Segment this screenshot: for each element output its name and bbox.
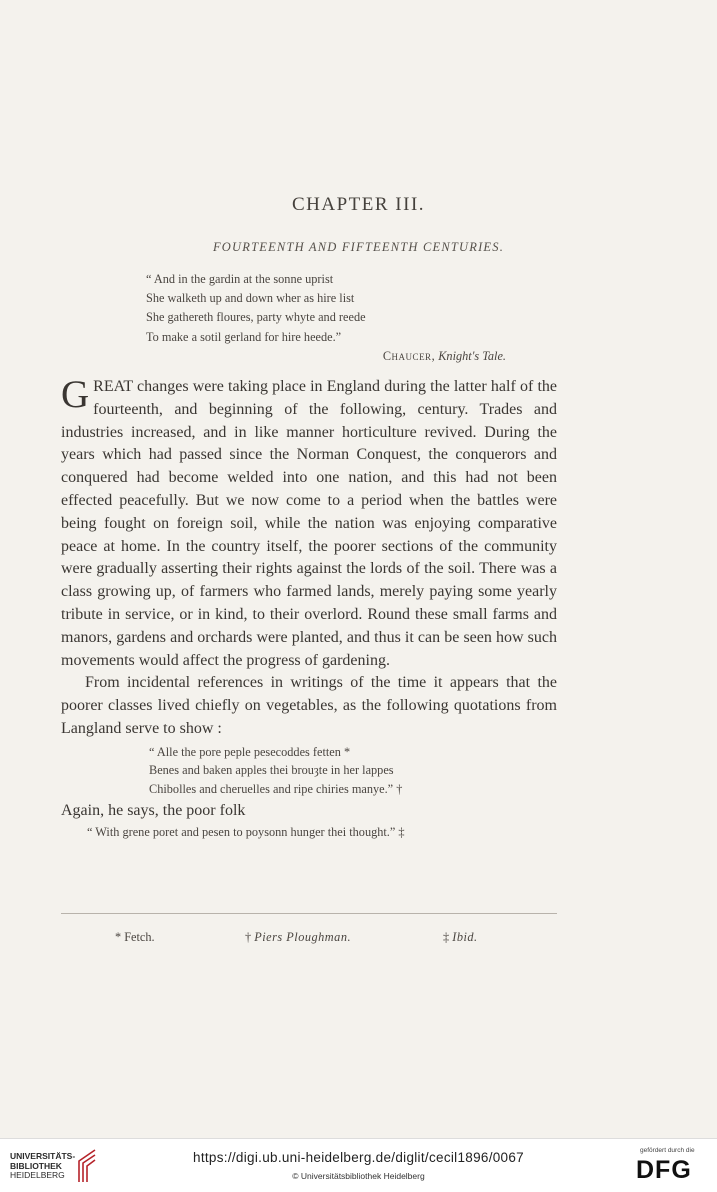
- quote-line: Benes and baken apples thei brouȝte in her lappes: [149, 763, 394, 778]
- quote-line: “ Alle the pore peple pesecoddes fetten *: [149, 744, 351, 759]
- langland-quote: [149, 743, 557, 799]
- poem-line: She gathereth floures, party whyte and reede: [146, 310, 366, 325]
- copyright-notice: © Universitätsbibliothek Heidelberg: [292, 1171, 425, 1181]
- footnote-3-mark: ‡: [443, 930, 453, 944]
- attribution-work: Knight's Tale.: [438, 348, 506, 363]
- footnote-1: * Fetch.: [115, 930, 155, 944]
- footnote-2-mark: †: [245, 930, 255, 944]
- funding-note: gefördert durch die: [640, 1147, 695, 1154]
- poem-line: She walketh up and down wher as hire list: [146, 291, 355, 306]
- second-quote: “ With grene poret and pesen to poysonn hunger thei thought.” ‡: [87, 825, 405, 840]
- dfg-logo: DFG: [636, 1156, 692, 1184]
- chapter-heading: CHAPTER III.: [291, 194, 426, 215]
- footnote-3: [443, 930, 478, 945]
- footnotes: [0, 930, 717, 950]
- body-text: [61, 373, 557, 841]
- library-name-line: HEIDELBERG: [10, 1170, 65, 1180]
- paragraph-1-text: REAT changes were taking place in England during the latter half of the fourteenth, and beginning of the following, century. Trades and industries increased, and in like manner horticulture revived. During the years which had passed since the Norman Conquest, the conquerors and conquered had become welded into one nation, and this had not been effected peacefully. But we now come to a period when the battles were being fought on foreign soil, while the nation was enjoying comparative peace at home. In the country itself, the poorer sections of the community were gradually asserting their rights against the lords of the soil. There was a class growing up, of farmers who farmed lands, merely paying some yearly tribute in service, or in kind, to their overlord. Round these small farms and manors, gardens and orchards were planted, and thus it can be seen how such movements would affect the progress of gardening.: [61, 378, 557, 669]
- paragraph-1: [61, 373, 557, 672]
- poem-line: “ And in the gardin at the sonne uprist: [146, 272, 334, 286]
- library-name-line: BIBLIOTHEK: [10, 1160, 62, 1171]
- library-name-line: UNIVERSITÄTS-: [10, 1151, 76, 1161]
- paragraph-3: Again, he says, the poor folk: [61, 802, 246, 820]
- document-url[interactable]: https://digi.ub.uni-heidelberg.de/diglit/cecil1896/0067: [193, 1150, 524, 1165]
- attribution-author: Chaucer,: [382, 348, 436, 363]
- quote-line: Chibolles and cheruelles and ripe chiries manye.” †: [149, 781, 403, 796]
- footnote-2-work: Piers Ploughman.: [254, 930, 352, 944]
- footnote-2: [245, 930, 351, 945]
- epigraph-poem: [146, 270, 506, 366]
- poem-line: To make a sotil gerland for hire heede.”: [146, 329, 342, 344]
- footnote-3-work: Ibid.: [452, 930, 478, 944]
- epigraph-attribution: [146, 347, 506, 366]
- paragraph-2: From incidental references in writings of the time it appears that the poorer classes lived chiefly on vegetables, as the following quotations from Langland serve to show :: [61, 674, 557, 737]
- drop-cap: G: [61, 373, 90, 416]
- footnote-divider: [61, 913, 557, 914]
- chapter-subtitle: FOURTEENTH AND FIFTEENTH CENTURIES.: [212, 240, 505, 254]
- viewer-footer: [0, 1138, 717, 1192]
